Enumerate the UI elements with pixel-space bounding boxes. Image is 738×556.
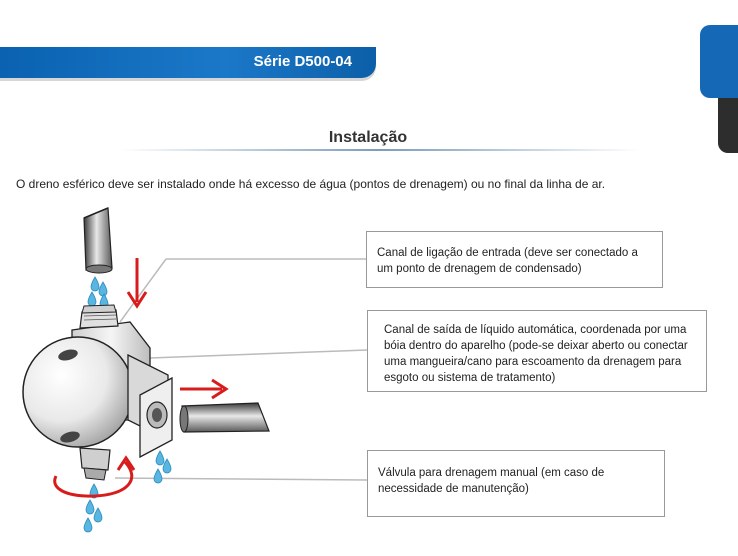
water-drop [88,292,96,306]
callout-inlet [366,231,663,288]
callout-manual-valve [367,450,665,517]
connector-line-outlet [150,350,367,358]
outflow-arrow-icon [180,380,226,398]
outlet-pipe [180,403,269,432]
section-title-text: Instalação [328,129,408,146]
inflow-arrow-icon [128,258,146,306]
drain-sphere [23,337,133,447]
intro-text: O dreno esférico deve ser instalado onde há excesso de água (pontos de drenagem) ou no final da linha de ar. [16,177,606,191]
callout-inlet-text: Canal de ligação de entrada (deve ser conectado a um ponto de drenagem de condensado) [377,247,638,275]
water-drop [86,500,94,514]
inlet-pipe [84,208,112,273]
connector-line-manual-valve [115,478,367,480]
series-title: Série D500-04 [253,53,352,70]
connector-line-inlet-a [120,259,166,322]
water-drop [94,508,102,522]
water-drop [154,469,162,483]
water-drop [156,451,164,465]
water-drop [99,282,107,296]
callout-outlet-text: Canal de saída de líquido automática, coordenada por uma bóia dentro do aparelho (pode-se deixar aberto ou conectar uma mangueira/cano para escoamento da drenagem para esgoto ou sistema de tratamento) [384,324,688,384]
water-drop [84,518,92,532]
manual-valve [80,448,110,480]
callout-outlet [367,310,707,392]
water-drop [91,277,99,291]
outlet-block [128,355,172,457]
callout-manual-valve-text: Válvula para drenagem manual (em caso de necessidade de manutenção) [378,467,605,495]
